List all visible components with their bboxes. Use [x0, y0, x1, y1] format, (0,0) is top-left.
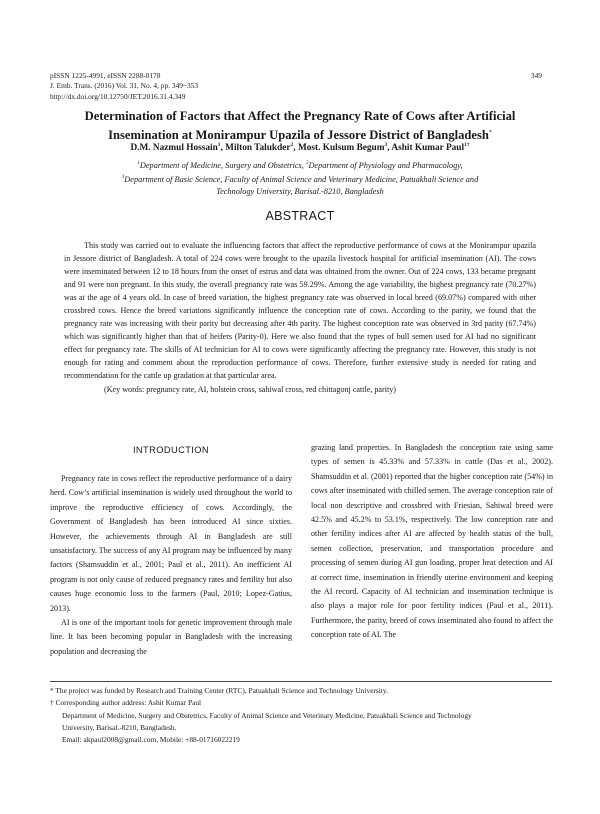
title-line-2: Insemination at Monirampur Upazila of Jessore District of Bangladesh*	[108, 128, 492, 143]
page-number: 349	[530, 71, 542, 80]
doi-link[interactable]: http://dx.doi.org/10.12750/JET.2016.31.4.349	[50, 91, 186, 101]
issn-line: pISSN 1225-4991, eISSN 2288-0178	[50, 71, 161, 80]
affiliations	[50, 158, 550, 198]
introduction-heading: INTRODUCTION	[132, 445, 210, 455]
affiliation-line-1: $^1$Department of Medicine, Surgery and Obstetrics, $^2$Department of Physiology and Pharmacology,	[137, 160, 463, 170]
affiliation-line-3: Technology University, Barisal.-8210, Bangladesh	[216, 186, 384, 196]
author-name: D.M. Nazmul Hossain	[130, 143, 218, 154]
intro-paragraph-1: Pregnancy rate in cows reflect the reproductive performance of a dairy herd. Cow’s artificial insemination is widely used throughout the world to improve the reproductive efficiency of cows. Accordingly, the Government of Bangladesh has been introduced AI since sixties. However, the achievements through AI in Bangladesh are still unsatisfactory. The success of any AI program may be influenced by many factors (Shamsuddin et al., 2001; Paul et al., 2011). An inefficient AI program is not only cause of reduced pregnancy rates and fertility but also causes huge economic loss to the farmers (Paul, 2010; Lopez-Gatius, 2013).	[50, 474, 292, 613]
abstract-text: This study was carried out to evaluate the influencing factors that affect the reproductive performance of cows at the Monirampur upazila in Jessore district of Bangladesh. A total of 224 cows were brought to the upazila livestock hospital for artificial insemination (AI). The cows were inseminated between 12 to 18 hours from the onset of estrus and data was obtained from the owner. Out of 224 cows, 133 became pregnant and 91 were non pregnant. In this study, the overall pregnancy rate was 59.29%. Among the age variability, the highest pregnancy rate (70.27%) was at the age of 4 years old. In case of breed variation, the highest pregnancy rate was observed in local breed (69.07%) compared with other crossbred cows. Hence the breed variations significantly influence the conception rate of cows. According to the parity, we found that the pregnancy rate was increasing with their parity but decreasing after 4th parity. The highest conception rate was observed in 3rd parity (67.74%) which was significantly higher than that of heifers (Parity-0). Here we also found that the types of bull semen used for AI had no significant effect for pregnancy rate. The skills of AI technician for AI to cows were significantly affecting the pregnancy rate. However, this study is not enough for rating and comment about the reproduction performance of cows. Therefore, further extensive study is needed for rating and recommendation for the cattle up gradation at that particular area.	[64, 241, 536, 381]
corresponding-email[interactable]: Email: akpaul2008@gmail.com, Mobile: +88-01716022219	[62, 735, 240, 745]
affiliation-line-2: $^3$Department of Basic Science, Faculty of Animal Science and Veterinary Medicine, Patuakhali Science and	[121, 174, 479, 184]
intro-paragraph-3: grazing land properties. In Bangladesh the conception rate using same types of semen is 45.33% and 57.33% in cattle (Das et al., 2002). Shamsuddin et al. (2001) reported that the higher conception rate (54%) in cows after inseminated with chilled semen. The average conception rate of local non descriptive and crossbred with Friesian, Sahiwal breed were 42.5% and 45.2% to 53.1%, respectively. The low conception rate and other fertility indices after AI are affected by health status of the bull, semen collection, preservation, and transportation procedure and processing of semen during AI gun loading, proper heat detection and AI at correct time, insemination in friendly uterine environment and keeping the AI record. Capacity of AI technician and insemination technique is also plays a major role for poor fertility indices (Paul et al., 2011). Furthermore, the parity, breed of cows inseminated also found to affect the conception rate of AI. The	[311, 443, 553, 640]
citation-line: J. Emb. Trans. (2016) Vol. 31, No. 4, pp. 349~353	[50, 81, 199, 91]
corresponding-department: Department of Medicine, Surgery and Obstetrics, Faculty of Animal Science and Veterinary Medicine, Patuakhali Science and Technology	[62, 710, 472, 720]
author-name: Milton Talukder	[225, 143, 291, 154]
left-column	[50, 441, 292, 659]
author-list: D.M. Nazmul Hossain$^1$, Milton Talukder$^2$, Most. Kulsum Begum$^3$, Ashit Kumar Paul$^{1\dagger}$	[130, 142, 470, 154]
right-column	[311, 441, 553, 643]
footnotes	[50, 685, 552, 746]
corresponding-author: † Corresponding author address: Ashit Kumar Paul	[50, 698, 202, 708]
abstract-heading: ABSTRACT	[265, 209, 335, 223]
title-footnote-mark: *	[488, 130, 492, 136]
funding-footnote: * The project was funded by Research and Training Center (RTC), Patuakhali Science and Technology University.	[50, 686, 388, 695]
keywords: (Key words: pregnancy rate, AI, holstein cross, sahiwal cross, red chittagonj cattle, parity)	[104, 384, 396, 394]
title-line-1: Determination of Factors that Affect the Pregnancy Rate of Cows after Artificial	[84, 109, 516, 123]
paper-title	[50, 108, 550, 144]
footnote-divider	[50, 681, 552, 682]
journal-header	[50, 71, 198, 102]
abstract	[64, 239, 536, 396]
author-name: Ashit Kumar Paul	[391, 143, 465, 154]
corresponding-university: University, Barisal.-8210, Bangladesh.	[62, 722, 177, 732]
author-name: Most. Kulsum Begum	[297, 143, 385, 154]
intro-paragraph-2: AI is one of the important tools for genetic improvement through male line. It has been becoming popular in Bangladesh with the increasing population and decreasing the	[50, 618, 292, 656]
